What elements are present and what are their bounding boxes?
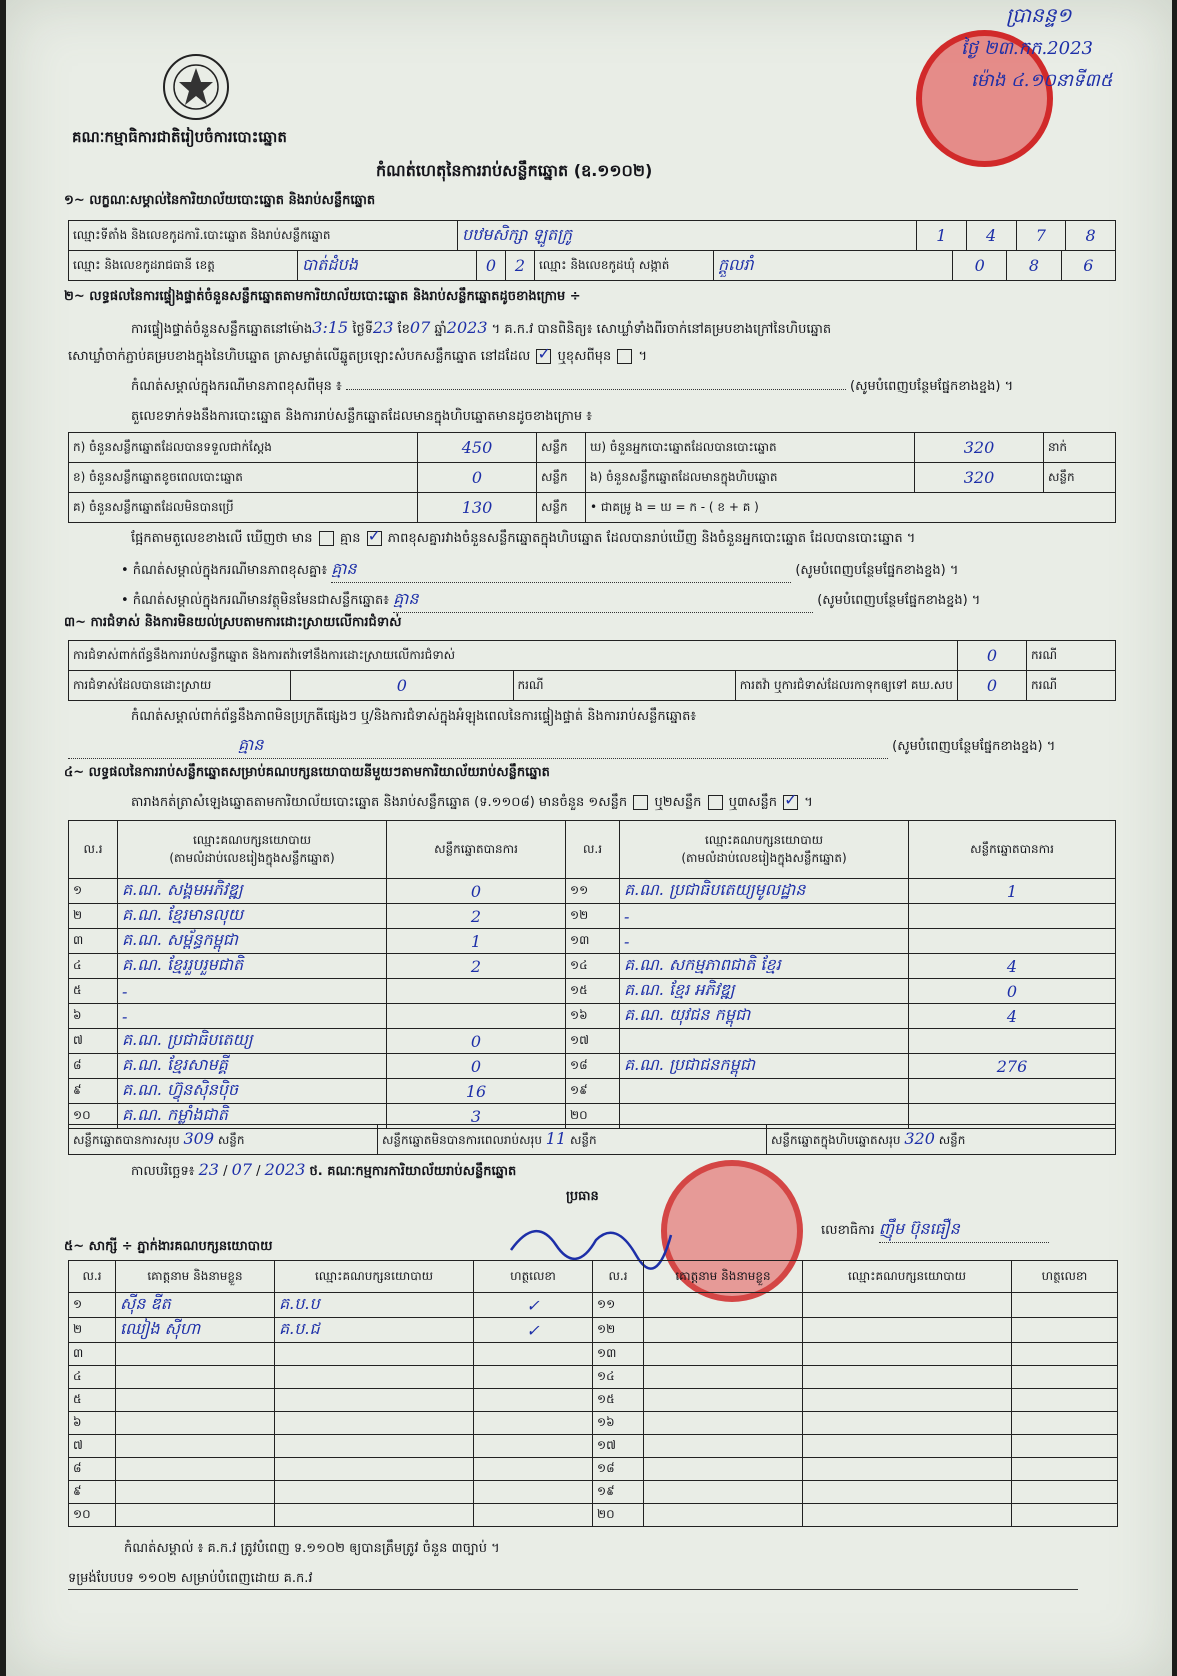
unused-value: 130 bbox=[418, 493, 537, 523]
party-votes bbox=[387, 979, 566, 1004]
witness-no: ១៦ bbox=[593, 1412, 644, 1435]
province-code-2: 2 bbox=[506, 251, 535, 281]
witness-party bbox=[275, 1504, 474, 1527]
col-votes: សន្លឹកឆ្នោតបានការ bbox=[909, 821, 1116, 879]
verify-line-2: សោឃ្លាំចាក់ភ្ជាប់គម្របខាងក្នុងនៃហិបឆ្នោត ត្រាសម្ងាត់លើឆ្នូតប្រឡោះសំបកសន្លឹកឆ្នោត នៅដដែល ✓ ឬខុសពីមុន ។ bbox=[68, 348, 647, 367]
totals-table bbox=[68, 1124, 1116, 1155]
witness-no: ១៧ bbox=[593, 1435, 644, 1458]
col-party: ឈ្មោះគណបក្សនយោបាយ (តាមលំដាប់លេខរៀងក្នុងសន្លឹកឆ្នោត) bbox=[620, 821, 909, 879]
witness-signature bbox=[1012, 1458, 1118, 1481]
party-name: គ.ណ. យុវជន កម្ពុជា bbox=[620, 1004, 909, 1029]
witness-party bbox=[803, 1504, 1012, 1527]
chair-label: ប្រធាន bbox=[566, 1189, 599, 1204]
party-name: - bbox=[118, 1004, 387, 1029]
secretary-line: លេខាធិការ ញ៉ឹម ប៊ុនធឿន bbox=[821, 1218, 1049, 1243]
witness-signature bbox=[1012, 1435, 1118, 1458]
resolved-value: 0 bbox=[291, 671, 513, 701]
witness-name bbox=[644, 1293, 803, 1318]
witness-party: គ.ប.ជ bbox=[275, 1318, 474, 1343]
place-code-2: 4 bbox=[966, 221, 1016, 251]
party-no: ១២ bbox=[566, 904, 620, 929]
same-checkbox[interactable] bbox=[536, 349, 551, 364]
figures-table bbox=[68, 432, 1116, 523]
witness-signature bbox=[1012, 1366, 1118, 1389]
party-no: ១៤ bbox=[566, 954, 620, 979]
witness-party bbox=[803, 1412, 1012, 1435]
corner-note-1: ប្រានន្ទ១ bbox=[1006, 3, 1072, 27]
party-name: គ.ណ. កម្លាំងជាតិ bbox=[118, 1104, 387, 1129]
total-in-box: សន្លឹកឆ្នោតក្នុងហិបឆ្នោតសរុប 320 សន្លឹក bbox=[767, 1125, 1116, 1155]
party-votes: 4 bbox=[909, 954, 1116, 979]
party-no: ១៦ bbox=[566, 1004, 620, 1029]
footer: ទម្រង់បែបបទ ១១០២ សម្រាប់បំពេញដោយ គ.ក.វ bbox=[68, 1570, 1078, 1590]
witness-party bbox=[275, 1435, 474, 1458]
section4-heading: ៤~ លទ្ធផលនៃការរាប់សន្លឹកឆ្នោតសម្រាប់គណបក្សនយោបាយនីមួយៗតាមការិយាល័យរាប់សន្លឹកឆ្នោត bbox=[64, 765, 550, 780]
party-votes bbox=[387, 1004, 566, 1029]
witness-no: ១៥ bbox=[593, 1389, 644, 1412]
witness-row bbox=[69, 1293, 1118, 1318]
witness-name bbox=[644, 1458, 803, 1481]
result-row bbox=[69, 904, 1116, 929]
witness-party bbox=[803, 1389, 1012, 1412]
sign-year: 2023 bbox=[264, 1160, 306, 1179]
verify-month: 07 bbox=[409, 318, 431, 337]
witness-signature bbox=[1012, 1318, 1118, 1343]
party-no: ១៣ bbox=[566, 929, 620, 954]
witness-name bbox=[116, 1435, 275, 1458]
forwarded-label: ការតវ៉ា ឬការជំទាស់ដែលរកាទុកឲ្យទៅ គឃ.សប bbox=[735, 671, 957, 701]
unit: ករណី bbox=[513, 671, 735, 701]
party-votes: 0 bbox=[387, 1054, 566, 1079]
province-table bbox=[68, 250, 1116, 281]
w-col-party: ឈ្មោះគណបក្សនយោបាយ bbox=[275, 1261, 474, 1293]
witness-name bbox=[116, 1412, 275, 1435]
witness-signature bbox=[474, 1458, 593, 1481]
party-no: ៧ bbox=[69, 1029, 118, 1054]
col-no: ល.រ bbox=[566, 821, 620, 879]
place-code-1: 1 bbox=[917, 221, 967, 251]
party-votes: 276 bbox=[909, 1054, 1116, 1079]
place-value: បឋមសិក្សា ឡូតក្រូ bbox=[458, 221, 917, 251]
spoiled-value: 0 bbox=[418, 463, 537, 493]
unit: ករណី bbox=[1027, 671, 1116, 701]
sign-day: 23 bbox=[198, 1160, 219, 1179]
total-valid: សន្លឹកឆ្នោតបានការសរុប 309 សន្លឹក bbox=[69, 1125, 378, 1155]
party-name: - bbox=[620, 929, 909, 954]
unit: ករណី bbox=[1027, 641, 1116, 671]
witness-no: ៨ bbox=[69, 1458, 116, 1481]
party-votes: 0 bbox=[909, 979, 1116, 1004]
corner-note-3: ម៉ោង ៤.១០នាទី៣៥ bbox=[971, 70, 1113, 91]
different-checkbox[interactable] bbox=[617, 349, 632, 364]
party-votes: 0 bbox=[387, 1029, 566, 1054]
voters-label: ឃ) ចំនួនអ្នកបោះឆ្នោតដែលបានបោះឆ្នោត bbox=[586, 433, 915, 463]
witness-no: ១៨ bbox=[593, 1458, 644, 1481]
tally-sheets-line: តារាងកត់ត្រាសំឡេងឆ្នោតតាមការិយាល័យបោះឆ្នោត និងរាប់សន្លឹកឆ្នោត (ទ.១១០៨) មានចំនួន ១សន្លឹក ឬ២សន្លឹក ឬ៣សន្លឹក ✓ ។ bbox=[131, 794, 813, 813]
irregularity-value: គ្មាន bbox=[68, 734, 888, 759]
w-col-no: ល.រ bbox=[593, 1261, 644, 1293]
witness-party bbox=[803, 1366, 1012, 1389]
witness-name bbox=[116, 1366, 275, 1389]
resolved-label: ការជំទាស់ដែលបានដោះស្រាយ bbox=[69, 671, 291, 701]
party-votes bbox=[909, 904, 1116, 929]
result-row bbox=[69, 879, 1116, 904]
verify-day: 23 bbox=[373, 318, 394, 337]
result-row bbox=[69, 954, 1116, 979]
witness-party bbox=[275, 1343, 474, 1366]
committee-name: គណៈកម្មាធិការជាតិរៀបចំការបោះឆ្នោត bbox=[72, 128, 287, 146]
result-row bbox=[69, 979, 1116, 1004]
witness-row bbox=[69, 1366, 1118, 1389]
section3-heading: ៣~ ការជំទាស់ និងការមិនយល់ស្របតាមការដោះស្រាយលើការជំទាស់ bbox=[64, 615, 402, 630]
witness-table bbox=[68, 1260, 1118, 1527]
objection-table bbox=[68, 640, 1116, 701]
w-col-name: គោត្តនាម និងនាមខ្លួន bbox=[116, 1261, 275, 1293]
commune-code-1: 0 bbox=[953, 251, 1007, 281]
party-no: ៩ bbox=[69, 1079, 118, 1104]
witness-name: ស៊ីន ឌីត bbox=[116, 1293, 275, 1318]
party-name: គ.ណ. ប្រជាធិបតេយ្យ bbox=[118, 1029, 387, 1054]
party-votes: 16 bbox=[387, 1079, 566, 1104]
witness-no: ២ bbox=[69, 1318, 116, 1343]
witness-signature bbox=[1012, 1504, 1118, 1527]
witness-party bbox=[803, 1435, 1012, 1458]
section2-heading: ២~ លទ្ធផលនៃការផ្ទៀងផ្ទាត់ចំនួនសន្លឹកឆ្នោតតាមការិយាល័យបោះឆ្នោត និងរាប់សន្លឹកឆ្នោតដូចខាងក្រោម ÷ bbox=[64, 289, 581, 304]
party-no: ១៧ bbox=[566, 1029, 620, 1054]
unit: សន្លឹក bbox=[537, 493, 586, 523]
w-col-name: គោត្តនាម និងនាមខ្លួន bbox=[644, 1261, 803, 1293]
witness-party bbox=[275, 1412, 474, 1435]
witness-name bbox=[644, 1318, 803, 1343]
witness-signature bbox=[474, 1366, 593, 1389]
witness-party bbox=[275, 1458, 474, 1481]
party-name: គ.ណ. ខ្មែរ អភិវឌ្ឍ bbox=[620, 979, 909, 1004]
witness-signature bbox=[1012, 1293, 1118, 1318]
party-votes: 2 bbox=[387, 954, 566, 979]
section1-heading: ១~ លក្ខណៈសម្គាល់នៃការិយាល័យបោះឆ្នោត និងរាប់សន្លឹកឆ្នោត bbox=[64, 193, 376, 208]
party-votes bbox=[909, 1079, 1116, 1104]
party-name: គ.ណ. ខ្មែរសាមគ្គី bbox=[118, 1054, 387, 1079]
signature-date-line: កាលបរិច្ឆេទ៖ 23 / 07 / 2023 ថ. គណៈកម្មការការិយាល័យរាប់សន្លឹកឆ្នោត bbox=[131, 1160, 517, 1179]
party-name: - bbox=[118, 979, 387, 1004]
party-no: ៨ bbox=[69, 1054, 118, 1079]
party-votes bbox=[909, 929, 1116, 954]
objection-row1-label: ការជំទាស់ពាក់ព័ន្ធនឹងការរាប់សន្លឹកឆ្នោត និងការតវ៉ាទៅនឹងការដោះស្រាយលើការជំទាស់ bbox=[69, 641, 958, 671]
witness-signature bbox=[474, 1481, 593, 1504]
party-no: ៥ bbox=[69, 979, 118, 1004]
total-invalid: សន្លឹកឆ្នោតមិនបានការពេលរាប់សរុប 11 សន្លឹក bbox=[378, 1125, 767, 1155]
witness-name bbox=[116, 1343, 275, 1366]
witness-party bbox=[803, 1458, 1012, 1481]
party-name: គ.ណ. ហ៊្វុនស៊ិនប៉ិច bbox=[118, 1079, 387, 1104]
witness-party bbox=[803, 1343, 1012, 1366]
witness-name bbox=[116, 1504, 275, 1527]
witness-party bbox=[275, 1366, 474, 1389]
party-no: ១ bbox=[69, 879, 118, 904]
place-label: ឈ្មោះទីតាំង និងលេខកូដការិ.បោះឆ្នោត និងរាប់សន្លឹកឆ្នោត bbox=[69, 221, 458, 251]
has-difference-checkbox[interactable] bbox=[319, 531, 334, 546]
received-value: 450 bbox=[418, 433, 537, 463]
party-votes bbox=[909, 1029, 1116, 1054]
place-code-4: 8 bbox=[1066, 221, 1116, 251]
witness-no: ១៤ bbox=[593, 1366, 644, 1389]
two-sheet-checkbox[interactable] bbox=[708, 795, 723, 810]
col-votes: សន្លឹកឆ្នោតបានការ bbox=[387, 821, 566, 879]
w-col-sign: ហត្ថលេខា bbox=[1012, 1261, 1118, 1293]
province-value: បាត់ដំបង bbox=[298, 251, 477, 281]
witness-party: គ.ប.ប bbox=[275, 1293, 474, 1318]
party-name: គ.ណ. សកម្មភាពជាតិ ខ្មែរ bbox=[620, 954, 909, 979]
form-title: កំណត់ហេតុនៃការរាប់សន្លឹកឆ្នោត (ឧ.១១០២) bbox=[376, 161, 653, 180]
party-name: គ.ណ. ប្រជាជនកម្ពុជា bbox=[620, 1054, 909, 1079]
three-sheet-checkbox[interactable] bbox=[783, 795, 798, 810]
party-no: ២ bbox=[69, 904, 118, 929]
unit: សន្លឹក bbox=[1044, 463, 1116, 493]
province-label: ឈ្មោះ និងលេខកូដរាជធានី ខេត្ត bbox=[69, 251, 298, 281]
witness-row bbox=[69, 1318, 1118, 1343]
party-name: គ.ណ. ខ្មែរមានលុយ bbox=[118, 904, 387, 929]
party-name: គ.ណ. ប្រជាធិបតេយ្យមូលដ្ឋាន bbox=[620, 879, 909, 904]
party-no: ១៨ bbox=[566, 1054, 620, 1079]
party-no: ១០ bbox=[69, 1104, 118, 1129]
witness-signature: ✓ bbox=[474, 1293, 593, 1318]
witness-signature bbox=[1012, 1481, 1118, 1504]
location-table bbox=[68, 220, 1116, 251]
province-code-1: 0 bbox=[477, 251, 506, 281]
witness-row bbox=[69, 1412, 1118, 1435]
witness-party bbox=[803, 1293, 1012, 1318]
result-row bbox=[69, 1054, 1116, 1079]
witness-party bbox=[803, 1318, 1012, 1343]
in-box-label: ង) ចំនួនសន្លឹកឆ្នោតដែលមានក្នុងហិបឆ្នោត bbox=[586, 463, 915, 493]
result-row bbox=[69, 1079, 1116, 1104]
witness-no: ១ bbox=[69, 1293, 116, 1318]
witness-no: ៧ bbox=[69, 1435, 116, 1458]
foreign-value: គ្មាន bbox=[393, 588, 813, 613]
witness-no: ១១ bbox=[593, 1293, 644, 1318]
commune-code-3: 6 bbox=[1061, 251, 1115, 281]
unused-label: គ) ចំនួនសន្លឹកឆ្នោតដែលមិនបានប្រើ bbox=[69, 493, 418, 523]
witness-name bbox=[644, 1389, 803, 1412]
irregularity-note: កំណត់សម្គាល់ពាក់ព័ន្ធនឹងភាពមិនប្រក្រតីផ្សេងៗ ឬ/និងការជំទាស់ក្នុងអំឡុងពេលនៃការផ្ទៀងផ្ទាត់ និងការរាប់សន្លឹកឆ្នោត៖ bbox=[131, 709, 697, 724]
witness-name bbox=[644, 1412, 803, 1435]
party-votes: 3 bbox=[387, 1104, 566, 1129]
party-no: ៤ bbox=[69, 954, 118, 979]
witness-name bbox=[116, 1458, 275, 1481]
witness-name bbox=[644, 1366, 803, 1389]
one-sheet-checkbox[interactable] bbox=[633, 795, 648, 810]
witness-party bbox=[803, 1481, 1012, 1504]
witness-name bbox=[116, 1389, 275, 1412]
w-col-party: ឈ្មោះគណបក្សនយោបាយ bbox=[803, 1261, 1012, 1293]
diff-note-line: • កំណត់សម្គាល់ក្នុងករណីមានភាពខុសគ្នា៖ គ្មាន (សូមបំពេញបន្ថែមផ្នែកខាងខ្នង) ។ bbox=[121, 558, 1111, 583]
difference-note-line: កំណត់សម្គាល់ក្នុងករណីមានភាពខុសពីមុន ៖ (សូមបំពេញបន្ថែមផ្នែកខាងខ្នង) ។ bbox=[131, 379, 1014, 394]
no-difference-checkbox[interactable] bbox=[367, 531, 382, 546]
w-col-no: ល.រ bbox=[69, 1261, 116, 1293]
party-name bbox=[620, 1079, 909, 1104]
witness-signature bbox=[474, 1504, 593, 1527]
party-votes: 1 bbox=[387, 929, 566, 954]
formula: • ជាគម្រូ ង = ឃ = ក - ( ខ + គ ) bbox=[586, 493, 1116, 523]
sign-month: 07 bbox=[231, 1160, 252, 1179]
commune-value: ក្ដួលរាំ bbox=[714, 251, 953, 281]
witness-row bbox=[69, 1343, 1118, 1366]
verify-year: 2023 bbox=[446, 318, 488, 337]
witness-no: ៥ bbox=[69, 1389, 116, 1412]
witness-signature: ✓ bbox=[474, 1318, 593, 1343]
in-box-value: 320 bbox=[915, 463, 1044, 493]
witness-name bbox=[644, 1481, 803, 1504]
witness-no: ២០ bbox=[593, 1504, 644, 1527]
col-party: ឈ្មោះគណបក្សនយោបាយ (តាមលំដាប់លេខរៀងក្នុងសន្លឹកឆ្នោត) bbox=[118, 821, 387, 879]
section5-heading: ៥~ សាក្សី ÷ ភ្នាក់ងារគណបក្សនយោបាយ bbox=[64, 1239, 273, 1254]
witness-name bbox=[644, 1435, 803, 1458]
unit: សន្លឹក bbox=[537, 433, 586, 463]
party-name: - bbox=[620, 904, 909, 929]
secretary-name: ញ៉ឹម ប៊ុនធឿន bbox=[879, 1218, 1049, 1243]
party-no: ៦ bbox=[69, 1004, 118, 1029]
witness-no: ៣ bbox=[69, 1343, 116, 1366]
unit: នាក់ bbox=[1044, 433, 1116, 463]
witness-row bbox=[69, 1389, 1118, 1412]
witness-signature bbox=[1012, 1412, 1118, 1435]
witness-signature bbox=[474, 1389, 593, 1412]
figures-intro: តួលេខទាក់ទងនឹងការបោះឆ្នោត និងការរាប់សន្លឹកឆ្នោតដែលមានក្នុងហិបឆ្នោតមានដូចខាងក្រោម ៖ bbox=[131, 409, 592, 424]
witness-no: ៦ bbox=[69, 1412, 116, 1435]
party-name: គ.ណ. សង្គមអភិវឌ្ឍ bbox=[118, 879, 387, 904]
form-sheet bbox=[6, 0, 1172, 1676]
results-table bbox=[68, 820, 1116, 1129]
witness-signature bbox=[474, 1435, 593, 1458]
witness-row bbox=[69, 1458, 1118, 1481]
result-row bbox=[69, 929, 1116, 954]
corner-note-2: ថ្ងៃ ២៣.កក.2023 bbox=[961, 38, 1093, 59]
witness-signature bbox=[474, 1343, 593, 1366]
party-no: ២០ bbox=[566, 1104, 620, 1129]
witness-row bbox=[69, 1435, 1118, 1458]
party-name: គ.ណ. ខ្មែររួបរួមជាតិ bbox=[118, 954, 387, 979]
witness-name: ឈៀង ស៊ីហា bbox=[116, 1318, 275, 1343]
col-no: ល.រ bbox=[69, 821, 118, 879]
received-label: ក) ចំនួនសន្លឹកឆ្នោតដែលបានទទួលជាក់ស្ដែង bbox=[69, 433, 418, 463]
commune-code-2: 8 bbox=[1007, 251, 1061, 281]
witness-signature bbox=[1012, 1389, 1118, 1412]
forwarded-value: 0 bbox=[958, 671, 1027, 701]
witness-signature bbox=[1012, 1343, 1118, 1366]
commune-label: ឈ្មោះ និងលេខកូដឃុំ សង្កាត់ bbox=[535, 251, 714, 281]
result-row bbox=[69, 1004, 1116, 1029]
witness-no: ១០ bbox=[69, 1504, 116, 1527]
party-votes: 1 bbox=[909, 879, 1116, 904]
nec-emblem-icon bbox=[161, 52, 231, 122]
witness-no: ១៣ bbox=[593, 1343, 644, 1366]
party-name: គ.ណ. សម្ព័ន្ធកម្ពុជា bbox=[118, 929, 387, 954]
objection-row1-value: 0 bbox=[958, 641, 1027, 671]
witness-party bbox=[275, 1389, 474, 1412]
witness-signature bbox=[474, 1412, 593, 1435]
party-votes: 4 bbox=[909, 1004, 1116, 1029]
foreign-note-line: • កំណត់សម្គាល់ក្នុងករណីមានវត្ថុមិនមែនជាសន្លឹកឆ្នោត៖ គ្មាន (សូមបំពេញបន្ថែមផ្នែកខាងខ្នង) ។ bbox=[121, 588, 1111, 613]
witness-no: ១២ bbox=[593, 1318, 644, 1343]
party-no: ១១ bbox=[566, 879, 620, 904]
irregularity-note-line: គ្មាន (សូមបំពេញបន្ថែមផ្នែកខាងខ្នង) ។ bbox=[68, 734, 1113, 759]
witness-no: ៤ bbox=[69, 1366, 116, 1389]
party-name bbox=[620, 1029, 909, 1054]
result-row bbox=[69, 1029, 1116, 1054]
verify-time: 3:15 bbox=[312, 318, 349, 337]
witness-row bbox=[69, 1504, 1118, 1527]
place-code-3: 7 bbox=[1016, 221, 1066, 251]
footnote: កំណត់សម្គាល់ ៖ គ.ក.វ ត្រូវបំពេញ ទ.១១០២ ឲ្យបានត្រឹមត្រូវ ចំនួន ៣ច្បាប់ ។ bbox=[124, 1541, 500, 1556]
verify-line-1: ការផ្ទៀងផ្ទាត់ចំនួនសន្លឹកឆ្នោតនៅម៉ោង3:15 ថ្ងៃទី23 ខែ07 ឆ្នាំ2023 ។ គ.ក.វ បានពិនិត្យ៖ សោឃ្លាំទាំងពីរចាក់នៅគម្របខាងក្រៅនៃហិបឆ្នោត bbox=[131, 318, 832, 337]
w-col-sign: ហត្ថលេខា bbox=[474, 1261, 593, 1293]
witness-name bbox=[644, 1504, 803, 1527]
party-votes: 2 bbox=[387, 904, 566, 929]
spoiled-label: ខ) ចំនួនសន្លឹកឆ្នោតខូចពេលបោះឆ្នោត bbox=[69, 463, 418, 493]
party-no: ៣ bbox=[69, 929, 118, 954]
witness-name bbox=[116, 1481, 275, 1504]
party-no: ១៩ bbox=[566, 1079, 620, 1104]
party-votes: 0 bbox=[387, 879, 566, 904]
witness-party bbox=[275, 1481, 474, 1504]
party-no: ១៥ bbox=[566, 979, 620, 1004]
diff-value: គ្មាន bbox=[331, 558, 791, 583]
witness-name bbox=[644, 1343, 803, 1366]
witness-row bbox=[69, 1481, 1118, 1504]
voters-value: 320 bbox=[915, 433, 1044, 463]
witness-no: ១៩ bbox=[593, 1481, 644, 1504]
witness-no: ៩ bbox=[69, 1481, 116, 1504]
unit: សន្លឹក bbox=[537, 463, 586, 493]
compare-line: ផ្អែកតាមតួលេខខាងលើ ឃើញថា មាន គ្មាន ✓ ភាពខុសគ្នារវាងចំនួនសន្លឹកឆ្នោតក្នុងហិបឆ្នោត ដែលបានរាប់ឃើញ និងចំនួនអ្នកបោះឆ្នោត ដែលបានបោះឆ្នោត ។ bbox=[131, 530, 915, 549]
